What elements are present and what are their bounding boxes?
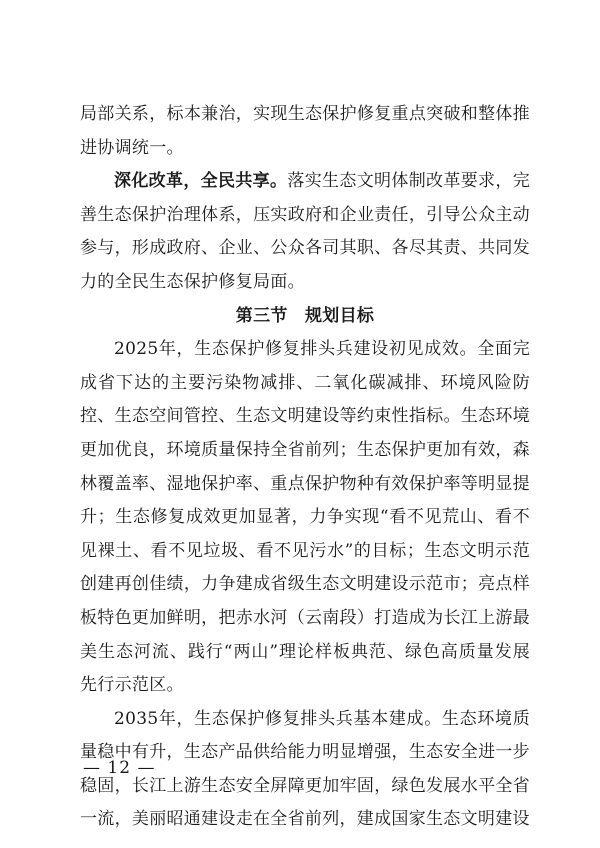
section-title: 第三节 规划目标 xyxy=(235,305,375,326)
paragraph-text: 2035年，生态保护修复排头兵基本建成。生态环境质量稳中有升，生态产品供给能力明显增强，生态安全进一步稳固，长江上游生态安全屏障更加牢固，绿色发展水平全省一流，美丽昭通建设走在全省前列，建成国家生态文明建设 xyxy=(80,708,530,830)
paragraph-goal-2025 xyxy=(80,333,530,703)
paragraph-text: 2025年，生态保护修复排头兵建设初见成效。全面完成省下达的主要污染物减排、二氧化碳减排、环境风险防控、生态空间管控、生态文明建设等约束性指标。生态环境更加优良，环境质量保持全省前列；生态保护更加有效，森林覆盖率、湿地保护率、重点保护物种有效保护率等明显提升；生态修复成效更加显著，力争实现“看不见荒山、看不见裸土、看不见垃圾、看不见污水”的目标；生态文明示范创建再创佳绩，力争建成省级生态文明建设示范市；亮点样板特色更加鲜明，把赤水河（云南段）打造成为长江上游最美生态河流、践行“两山”理论样板典范、绿色高质量发展先行示范区。 xyxy=(80,339,530,696)
document-body xyxy=(80,98,530,837)
paragraph-lead: 深化改革，全民共享。 xyxy=(114,171,288,192)
paragraph-continuation xyxy=(80,98,530,165)
page-number: — 12 — xyxy=(83,758,156,778)
paragraph-text: 局部关系，标本兼治，实现生态保护修复重点突破和整体推进协调统一。 xyxy=(80,104,530,158)
paragraph-text: 落实生态文明体制改革要求，完善生态保护治理体系，压实政府和企业责任，引导公众主动参与，形成政府、企业、公众各司其职、各尽其责、共同发力的全民生态保护修复局面。 xyxy=(80,171,531,292)
paragraph-principle xyxy=(80,165,530,299)
